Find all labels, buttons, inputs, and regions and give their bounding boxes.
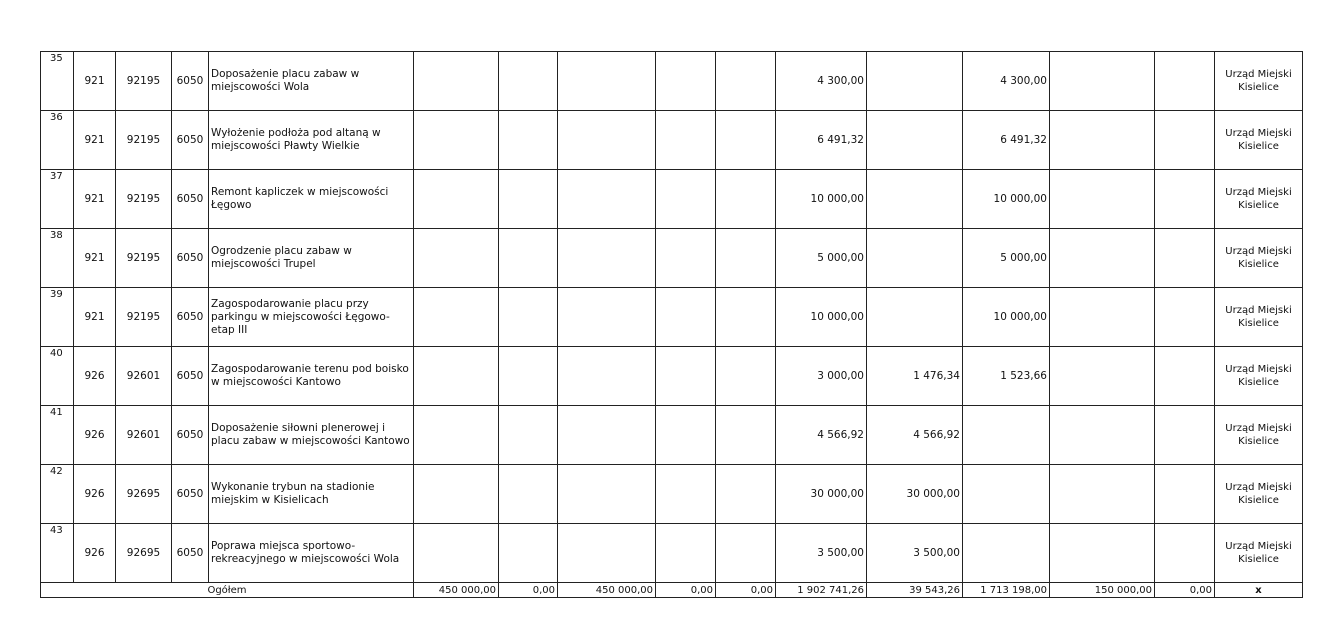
task-name: Remont kapliczek w miejscowości Łęgowo	[209, 170, 414, 229]
table-row	[41, 288, 1303, 347]
amount-cell-10	[1155, 111, 1215, 170]
amount-cell-2	[499, 229, 558, 288]
table-row	[41, 229, 1303, 288]
amount-cell-7: 3 500,00	[867, 524, 963, 583]
dzial-cell: 921	[74, 111, 116, 170]
table-row	[41, 465, 1303, 524]
amount-cell-8: 10 000,00	[963, 288, 1050, 347]
amount-cell-3	[558, 288, 656, 347]
total-amount-cell: 10 000,00	[776, 170, 867, 229]
amount-cell-4	[656, 229, 716, 288]
totals-cell-total: 1 902 741,26	[776, 583, 867, 598]
dzial-cell: 926	[74, 465, 116, 524]
row-number: 37	[41, 170, 74, 229]
rozdzial-cell: 92195	[116, 52, 172, 111]
amount-cell-9	[1050, 52, 1155, 111]
table-row	[41, 111, 1303, 170]
amount-cell-7	[867, 111, 963, 170]
total-amount-cell: 3 500,00	[776, 524, 867, 583]
amount-cell-4	[656, 347, 716, 406]
totals-cell-7: 39 543,26	[867, 583, 963, 598]
amount-cell-10	[1155, 406, 1215, 465]
rozdzial-cell: 92695	[116, 465, 172, 524]
total-amount-cell: 10 000,00	[776, 288, 867, 347]
table-row	[41, 170, 1303, 229]
amount-cell-10	[1155, 288, 1215, 347]
task-name: Doposażenie placu zabaw w miejscowości Wola	[209, 52, 414, 111]
amount-cell-3	[558, 524, 656, 583]
amount-cell-1	[414, 288, 499, 347]
amount-cell-3	[558, 111, 656, 170]
amount-cell-8	[963, 465, 1050, 524]
amount-cell-2	[499, 465, 558, 524]
amount-cell-2	[499, 52, 558, 111]
amount-cell-10	[1155, 347, 1215, 406]
paragraf-cell: 6050	[172, 229, 209, 288]
amount-cell-9	[1050, 229, 1155, 288]
row-number: 38	[41, 229, 74, 288]
amount-cell-5	[716, 524, 776, 583]
executing-unit: Urząd Miejski Kisielice	[1215, 524, 1303, 583]
table-body	[41, 52, 1303, 583]
amount-cell-2	[499, 170, 558, 229]
dzial-cell: 921	[74, 288, 116, 347]
rozdzial-cell: 92195	[116, 229, 172, 288]
amount-cell-3	[558, 347, 656, 406]
amount-cell-3	[558, 465, 656, 524]
row-number: 42	[41, 465, 74, 524]
total-amount-cell: 6 491,32	[776, 111, 867, 170]
amount-cell-1	[414, 524, 499, 583]
amount-cell-10	[1155, 170, 1215, 229]
amount-cell-8: 5 000,00	[963, 229, 1050, 288]
rozdzial-cell: 92695	[116, 524, 172, 583]
total-amount-cell: 5 000,00	[776, 229, 867, 288]
amount-cell-1	[414, 111, 499, 170]
amount-cell-8: 6 491,32	[963, 111, 1050, 170]
amount-cell-1	[414, 52, 499, 111]
amount-cell-1	[414, 465, 499, 524]
executing-unit: Urząd Miejski Kisielice	[1215, 347, 1303, 406]
amount-cell-8: 1 523,66	[963, 347, 1050, 406]
amount-cell-9	[1050, 170, 1155, 229]
row-number: 41	[41, 406, 74, 465]
amount-cell-1	[414, 347, 499, 406]
amount-cell-3	[558, 406, 656, 465]
amount-cell-9	[1050, 465, 1155, 524]
amount-cell-1	[414, 406, 499, 465]
amount-cell-8: 4 300,00	[963, 52, 1050, 111]
totals-cell-2: 0,00	[499, 583, 558, 598]
amount-cell-9	[1050, 406, 1155, 465]
amount-cell-3	[558, 170, 656, 229]
total-amount-cell: 4 566,92	[776, 406, 867, 465]
dzial-cell: 921	[74, 52, 116, 111]
total-amount-cell: 3 000,00	[776, 347, 867, 406]
executing-unit: Urząd Miejski Kisielice	[1215, 288, 1303, 347]
totals-cell-8: 1 713 198,00	[963, 583, 1050, 598]
investment-table	[40, 51, 1303, 598]
paragraf-cell: 6050	[172, 52, 209, 111]
totals-mark: x	[1215, 583, 1303, 598]
totals-label: Ogółem	[41, 583, 414, 598]
amount-cell-5	[716, 347, 776, 406]
amount-cell-9	[1050, 347, 1155, 406]
dzial-cell: 921	[74, 170, 116, 229]
amount-cell-10	[1155, 465, 1215, 524]
row-number: 35	[41, 52, 74, 111]
totals-cell-10: 0,00	[1155, 583, 1215, 598]
totals-cell-5: 0,00	[716, 583, 776, 598]
row-number: 36	[41, 111, 74, 170]
amount-cell-3	[558, 52, 656, 111]
task-name: Doposażenie siłowni plenerowej i placu zabaw w miejscowości Kantowo	[209, 406, 414, 465]
dzial-cell: 921	[74, 229, 116, 288]
amount-cell-5	[716, 170, 776, 229]
totals-cell-1: 450 000,00	[414, 583, 499, 598]
rozdzial-cell: 92195	[116, 288, 172, 347]
total-amount-cell: 4 300,00	[776, 52, 867, 111]
dzial-cell: 926	[74, 406, 116, 465]
amount-cell-5	[716, 111, 776, 170]
row-number: 43	[41, 524, 74, 583]
rozdzial-cell: 92195	[116, 170, 172, 229]
amount-cell-10	[1155, 524, 1215, 583]
dzial-cell: 926	[74, 347, 116, 406]
amount-cell-2	[499, 524, 558, 583]
amount-cell-9	[1050, 288, 1155, 347]
task-name: Wykonanie trybun na stadionie miejskim w Kisielicach	[209, 465, 414, 524]
amount-cell-7	[867, 170, 963, 229]
amount-cell-2	[499, 347, 558, 406]
amount-cell-7	[867, 288, 963, 347]
task-name: Zagospodarowanie terenu pod boisko w miejscowości Kantowo	[209, 347, 414, 406]
amount-cell-4	[656, 524, 716, 583]
executing-unit: Urząd Miejski Kisielice	[1215, 406, 1303, 465]
amount-cell-10	[1155, 229, 1215, 288]
executing-unit: Urząd Miejski Kisielice	[1215, 52, 1303, 111]
amount-cell-4	[656, 288, 716, 347]
row-number: 39	[41, 288, 74, 347]
amount-cell-4	[656, 52, 716, 111]
amount-cell-7: 30 000,00	[867, 465, 963, 524]
total-amount-cell: 30 000,00	[776, 465, 867, 524]
amount-cell-4	[656, 111, 716, 170]
amount-cell-4	[656, 170, 716, 229]
table-row	[41, 52, 1303, 111]
amount-cell-3	[558, 229, 656, 288]
amount-cell-7: 4 566,92	[867, 406, 963, 465]
table-row	[41, 406, 1303, 465]
task-name: Zagospodarowanie placu przy parkingu w miejscowości Łęgowo-etap III	[209, 288, 414, 347]
amount-cell-8	[963, 524, 1050, 583]
rozdzial-cell: 92601	[116, 347, 172, 406]
amount-cell-5	[716, 406, 776, 465]
amount-cell-7: 1 476,34	[867, 347, 963, 406]
amount-cell-9	[1050, 524, 1155, 583]
amount-cell-1	[414, 229, 499, 288]
totals-cell-9: 150 000,00	[1050, 583, 1155, 598]
totals-cell-3: 450 000,00	[558, 583, 656, 598]
amount-cell-1	[414, 170, 499, 229]
paragraf-cell: 6050	[172, 465, 209, 524]
task-name: Poprawa miejsca sportowo-rekreacyjnego w miejscowości Wola	[209, 524, 414, 583]
executing-unit: Urząd Miejski Kisielice	[1215, 111, 1303, 170]
executing-unit: Urząd Miejski Kisielice	[1215, 229, 1303, 288]
amount-cell-4	[656, 406, 716, 465]
paragraf-cell: 6050	[172, 524, 209, 583]
paragraf-cell: 6050	[172, 406, 209, 465]
totals-row	[41, 583, 1303, 598]
budget-table-page	[40, 51, 1303, 598]
amount-cell-8: 10 000,00	[963, 170, 1050, 229]
executing-unit: Urząd Miejski Kisielice	[1215, 170, 1303, 229]
amount-cell-5	[716, 52, 776, 111]
executing-unit: Urząd Miejski Kisielice	[1215, 465, 1303, 524]
amount-cell-7	[867, 229, 963, 288]
amount-cell-7	[867, 52, 963, 111]
amount-cell-5	[716, 465, 776, 524]
amount-cell-8	[963, 406, 1050, 465]
amount-cell-9	[1050, 111, 1155, 170]
paragraf-cell: 6050	[172, 288, 209, 347]
amount-cell-10	[1155, 52, 1215, 111]
dzial-cell: 926	[74, 524, 116, 583]
amount-cell-4	[656, 465, 716, 524]
paragraf-cell: 6050	[172, 170, 209, 229]
amount-cell-5	[716, 288, 776, 347]
task-name: Wyłożenie podłoża pod altaną w miejscowości Pławty Wielkie	[209, 111, 414, 170]
rozdzial-cell: 92195	[116, 111, 172, 170]
totals-cell-4: 0,00	[656, 583, 716, 598]
amount-cell-2	[499, 406, 558, 465]
table-row	[41, 347, 1303, 406]
table-row	[41, 524, 1303, 583]
rozdzial-cell: 92601	[116, 406, 172, 465]
paragraf-cell: 6050	[172, 111, 209, 170]
row-number: 40	[41, 347, 74, 406]
task-name: Ogrodzenie placu zabaw w miejscowości Trupel	[209, 229, 414, 288]
amount-cell-2	[499, 288, 558, 347]
paragraf-cell: 6050	[172, 347, 209, 406]
amount-cell-5	[716, 229, 776, 288]
amount-cell-2	[499, 111, 558, 170]
